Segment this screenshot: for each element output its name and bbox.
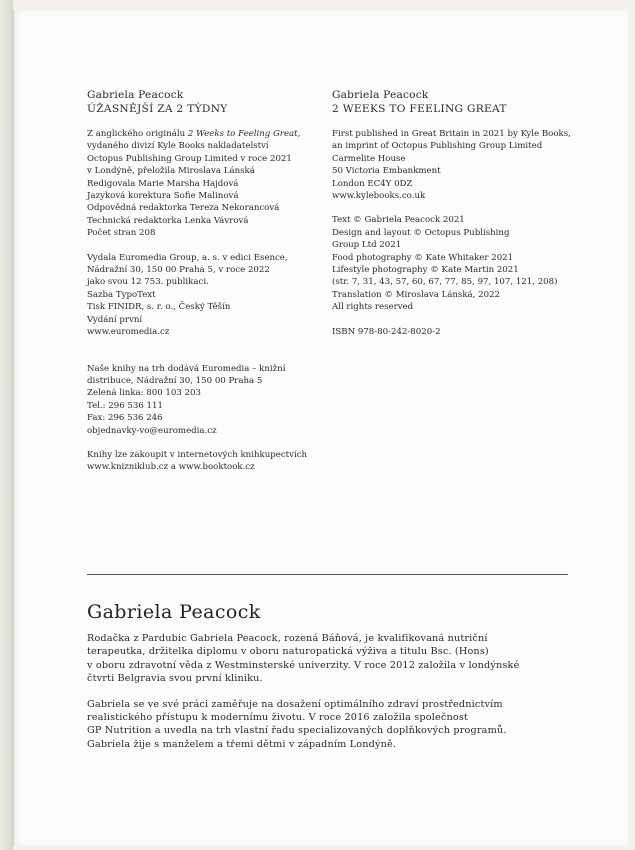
copyright-line: Text © Gabriela Peacock 2021 — [332, 215, 465, 226]
publisher-line: Nádražní 30, 150 00 Praha 5, v roce 2022 — [87, 265, 270, 276]
bio-line: v oboru zdravotní věda z Westminsterské univerzity. V roce 2012 založila v londýnské — [87, 659, 520, 671]
credit-line: Odpovědná redaktorka Tereza Nekorancová — [87, 203, 280, 214]
right-author: Gabriela Peacock — [332, 89, 429, 101]
isbn — [332, 326, 572, 338]
imprint-line: London EC4Y 0DZ — [332, 178, 413, 189]
credit-line: Redigovala Marie Marsha Hajdová — [87, 178, 239, 189]
imprint-line: First published in Great Britain in 2021 by Kyle Books, — [332, 129, 571, 139]
bio-heading: Gabriela Peacock — [87, 601, 261, 623]
credit-text: , — [297, 129, 301, 139]
isbn-line: ISBN 978-80-242-8020-2 — [332, 326, 441, 337]
translation-credits — [87, 128, 322, 240]
copyright-line: All rights reserved — [332, 302, 414, 313]
imprint-line: 50 Victoria Embankment — [332, 166, 441, 177]
original-colophon — [332, 88, 572, 350]
publisher-line: jako svou 12 753. publikaci. — [87, 277, 209, 288]
bio-line: GP Nutrition a uvedla na trh vlastní řadu specializovaných doplňkových programů. — [87, 725, 507, 737]
credit-text: Z anglického originálu — [87, 129, 188, 139]
bio-line: Gabriela žije s manželem a třemi dětmi v západním Londýně. — [87, 738, 397, 750]
order-email: objednavky-vo@euromedia.cz — [87, 425, 217, 436]
page-count: Počet stran 208 — [87, 228, 156, 239]
publisher-info — [87, 252, 322, 339]
bio-line: čtvrti Belgravia svou první kliniku. — [87, 673, 263, 685]
publisher-line: Sazba TypoText — [87, 289, 156, 300]
tel-line: Tel.: 296 536 111 — [87, 400, 163, 411]
bio-line: realistického přístupu k modernímu životu. V roce 2016 založila společnost — [87, 712, 468, 724]
distribution-info — [87, 363, 322, 437]
left-author: Gabriela Peacock — [87, 89, 184, 101]
bio-line: Gabriela se ve své práci zaměřuje na dosažení optimálního zdraví prostřednictvím — [87, 698, 503, 710]
shop-urls: www.knizniklub.cz a www.booktook.cz — [87, 462, 255, 473]
left-title: ÚŽASNĚJŠÍ ZA 2 TÝDNY — [87, 103, 228, 115]
copyright-line: Group Ltd 2021 — [332, 240, 402, 251]
bio-paragraph — [87, 632, 587, 686]
imprint-info — [332, 128, 572, 202]
copyright-line: (str. 7, 31, 43, 57, 60, 67, 77, 85, 97, 107, 121, 208) — [332, 277, 558, 288]
fax-line: Fax: 296 536 246 — [87, 413, 163, 424]
credit-line: Technická redaktorka Lenka Vávrová — [87, 215, 249, 226]
credit-line: v Londýně, přeložila Miroslava Lánská — [87, 166, 255, 177]
imprint-url: www.kylebooks.co.uk — [332, 191, 426, 202]
page-edge — [0, 0, 13, 850]
imprint-line: Carmelite House — [332, 153, 406, 164]
copyright-line: Food photography © Kate Whitaker 2021 — [332, 252, 514, 263]
copyright-info — [332, 214, 572, 313]
original-title: 2 Weeks to Feeling Great — [187, 129, 298, 139]
distribution-line: distribuce, Nádražní 30, 150 00 Praha 5 — [87, 375, 263, 386]
credit-line: Jazyková korektura Sofie Malinová — [87, 191, 239, 202]
publisher-line: Vydala Euromedia Group, a. s. v edici Esence, — [87, 252, 288, 263]
distribution-line: Naše knihy na trh dodává Euromedia – knižní — [87, 363, 286, 374]
bio-line: Rodačka z Pardubic Gabriela Peacock, rozená Báňová, je kvalifikovaná nutriční — [87, 633, 488, 644]
bio-line: terapeutka, držitelka diplomu v oboru naturopatická výživa a titulu Bsc. (Hons) — [87, 646, 489, 658]
divider — [87, 574, 568, 575]
author-bio — [87, 632, 587, 763]
credit-line: Octopus Publishing Group Limited v roce 2021 — [87, 153, 292, 164]
credit-line: vydaného divizí Kyle Books nakladatelství — [87, 141, 269, 152]
shop-info — [87, 449, 322, 474]
phone-line: Zelená linka: 800 103 203 — [87, 388, 201, 399]
copyright-line: Lifestyle photography © Kate Martin 2021 — [332, 265, 519, 276]
publisher-line: Vydání první — [87, 314, 143, 325]
credit-line — [87, 128, 322, 140]
right-title: 2 WEEKS TO FEELING GREAT — [332, 103, 507, 115]
imprint-line: an imprint of Octopus Publishing Group Limited — [332, 141, 543, 152]
copyright-line: Design and layout © Octopus Publishing — [332, 227, 510, 238]
publisher-line: Tisk FINIDR, s. r. o., Český Těšín — [87, 302, 231, 313]
shop-line: Knihy lze zakoupit v internetových knihkupectvích — [87, 449, 308, 460]
publisher-url: www.euromedia.cz — [87, 327, 170, 338]
bio-paragraph — [87, 698, 587, 752]
czech-colophon — [87, 88, 322, 486]
copyright-line: Translation © Miroslava Lánská, 2022 — [332, 289, 501, 300]
